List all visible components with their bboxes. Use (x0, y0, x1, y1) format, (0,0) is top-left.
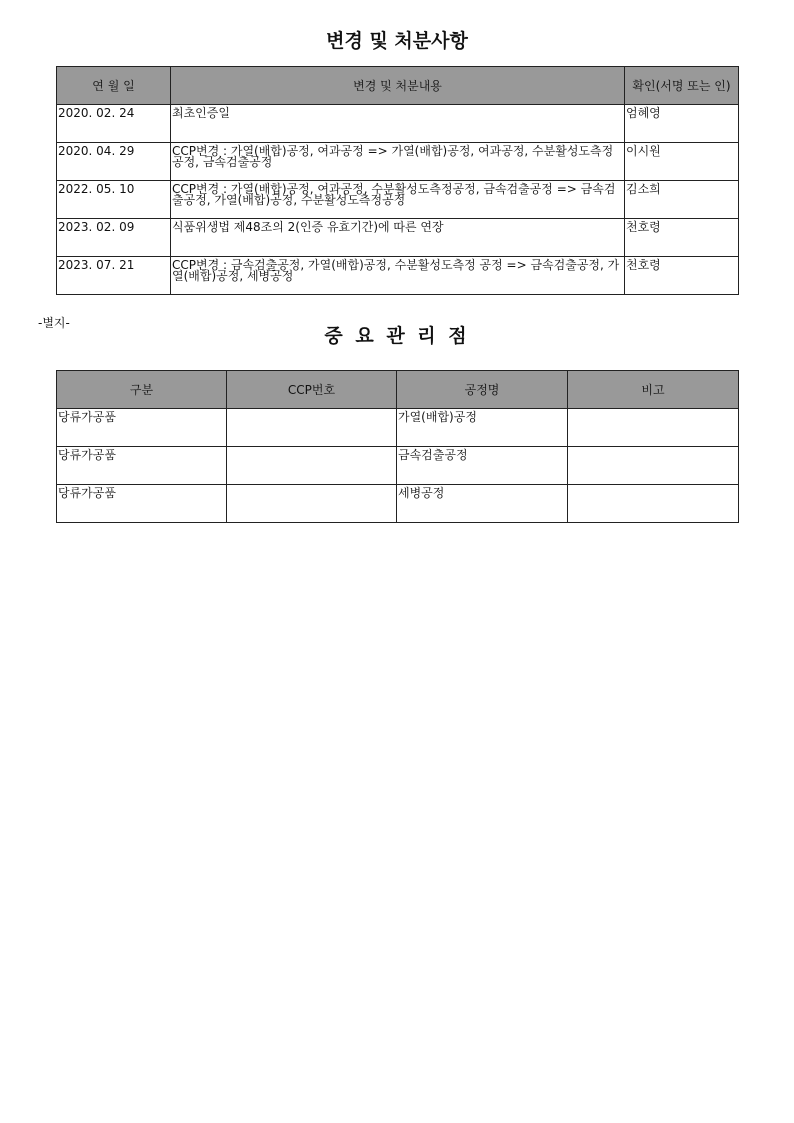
history-content: CCP변경 : 가열(배합)공정, 여과공정 => 가열(배합)공정, 여과공정, 수분활성도측정공정, 금속검출공정 (171, 143, 625, 181)
history-table (56, 66, 739, 295)
ccp-remark (568, 409, 739, 447)
header-remark: 비고 (568, 371, 739, 409)
history-content: 최초인증일 (171, 105, 625, 143)
header-process: 공정명 (397, 371, 568, 409)
ccp-category: 당류가공품 (57, 447, 227, 485)
history-confirm: 천호령 (625, 257, 739, 295)
ccp-process: 금속검출공정 (397, 447, 568, 485)
ccp-process: 가열(배합)공정 (397, 409, 568, 447)
history-confirm: 김소희 (625, 181, 739, 219)
ccp-category: 당류가공품 (57, 409, 227, 447)
ccp-number (227, 485, 397, 523)
header-confirm: 확인(서명 또는 인) (625, 67, 739, 105)
history-confirm: 엄혜영 (625, 105, 739, 143)
history-date: 2020. 04. 29 (57, 143, 171, 181)
table-row (57, 257, 739, 295)
header-date: 연 월 일 (57, 67, 171, 105)
table-row (57, 447, 739, 485)
ccp-number (227, 409, 397, 447)
table-row (57, 485, 739, 523)
history-content: 식품위생법 제48조의 2(인증 유효기간)에 따른 연장 (171, 219, 625, 257)
history-title: 변경 및 처분사항 (326, 30, 468, 52)
history-content: CCP변경 : 금속검출공정, 가열(배합)공정, 수분활성도측정 공정 => 금속검출공정, 가열(배합)공정, 세병공정 (171, 257, 625, 295)
history-date: 2023. 07. 21 (57, 257, 171, 295)
table-row (57, 143, 739, 181)
history-date: 2020. 02. 24 (57, 105, 171, 143)
history-header-row (57, 67, 739, 105)
header-ccp-number: CCP번호 (227, 371, 397, 409)
history-date: 2022. 05. 10 (57, 181, 171, 219)
ccp-header-row (57, 371, 739, 409)
table-row (57, 105, 739, 143)
ccp-table (56, 370, 739, 523)
table-row (57, 181, 739, 219)
attachment-note: -별지- (38, 316, 70, 330)
history-confirm: 천호령 (625, 219, 739, 257)
history-date: 2023. 02. 09 (57, 219, 171, 257)
ccp-title: 중 요 관 리 점 (324, 325, 470, 347)
ccp-process: 세병공정 (397, 485, 568, 523)
header-content: 변경 및 처분내용 (171, 67, 625, 105)
ccp-category: 당류가공품 (57, 485, 227, 523)
table-row (57, 409, 739, 447)
table-row (57, 219, 739, 257)
ccp-remark (568, 447, 739, 485)
ccp-remark (568, 485, 739, 523)
ccp-number (227, 447, 397, 485)
history-content: CCP변경 : 가열(배합)공정, 여과공정, 수분활성도측정공정, 금속검출공정 => 금속검출공정, 가열(배합)공정, 수분활성도측정공정 (171, 181, 625, 219)
header-category: 구분 (57, 371, 227, 409)
history-confirm: 이시원 (625, 143, 739, 181)
